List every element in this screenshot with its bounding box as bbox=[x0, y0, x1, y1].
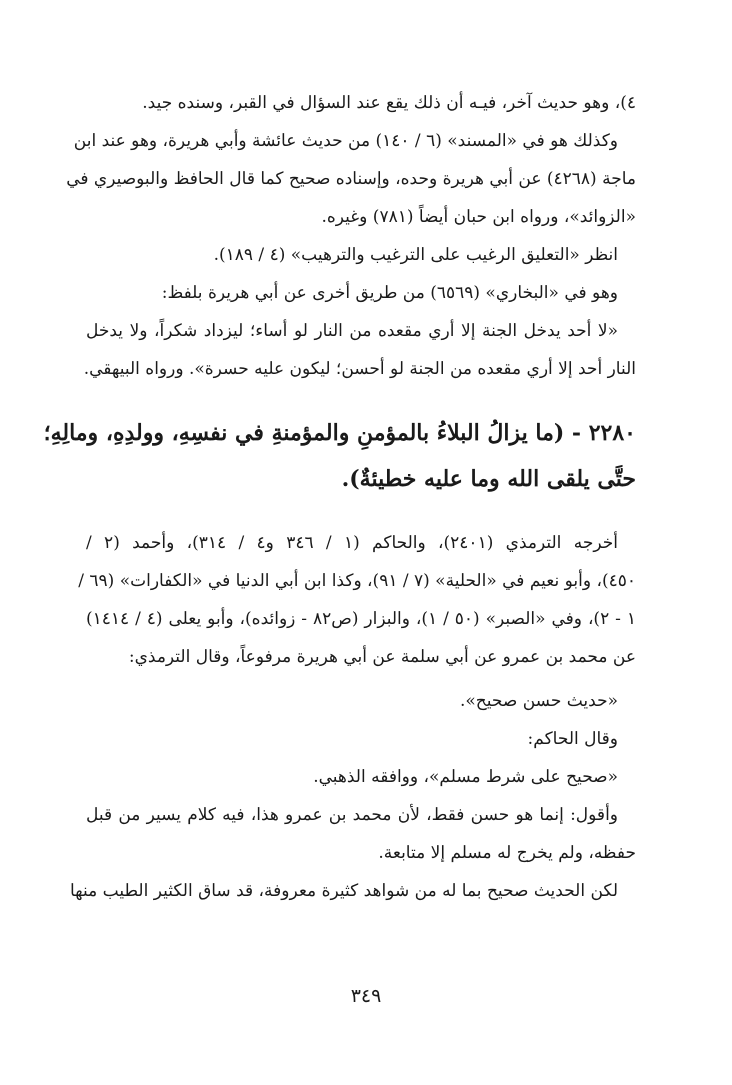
text-line: ٤٥٠)، وأبو نعيم في «الحلية» (٧ / ٩١)، وكذا ابن أبي الدنيا في «الكفارات» (٦٩ / bbox=[78, 571, 636, 591]
text-line: «لا أحد يدخل الجنة إلا أري مقعده من النار لو أساء؛ ليزداد شكراً، ولا يدخل bbox=[86, 321, 618, 341]
text-line: ١ - ٢)، وفي «الصبر» (٥٠ / ١)، والبزار (ص٨٢ - زوائده)، وأبو يعلى (٤ / ١٤١٤) bbox=[86, 609, 636, 629]
text-line: انظر «التعليق الرغيب على الترغيب والترهيب» (٤ / ١٨٩). bbox=[213, 245, 618, 265]
hadith-text: حتَّى يلقى الله وما عليه خطيئةٌ). bbox=[341, 466, 636, 492]
text-line: حفظه، ولم يخرج له مسلم إلا متابعة. bbox=[378, 843, 636, 863]
text-line: أخرجه الترمذي (٢٤٠١)، والحاكم (١ / ٣٤٦ و٤ / ٣١٤)، وأحمد (٢ / bbox=[86, 533, 618, 553]
text-line: وكذلك هو في «المسند» (٦ / ١٤٠) من حديث عائشة وأبي هريرة، وهو عند ابن bbox=[73, 131, 618, 151]
page-number: ٣٤٩ bbox=[350, 985, 382, 1007]
text-line: لكن الحديث صحيح بما له من شواهد كثيرة معروفة، قد ساق الكثير الطيب منها bbox=[70, 881, 618, 901]
text-line: النار أحد إلا أري مقعده من الجنة لو أحسن؛ ليكون عليه حسرة». ورواه البيهقي. bbox=[83, 359, 636, 379]
hadith-text: ٢٢٨٠ - (ما يزالُ البلاءُ بالمؤمنِ والمؤمنةِ في نفسِهِ، وولدِهِ، ومالِهِ؛ bbox=[43, 420, 636, 446]
quote-line: «صحيح على شرط مسلم»، ووافقه الذهبي. bbox=[313, 767, 618, 787]
text-line: وهو في «البخاري» (٦٥٦٩) من طريق أخرى عن أبي هريرة بلفظ: bbox=[161, 283, 618, 303]
text-line: عن محمد بن عمرو عن أبي سلمة عن أبي هريرة مرفوعاً، وقال الترمذي: bbox=[128, 647, 636, 667]
text-line: وقال الحاكم: bbox=[527, 729, 618, 749]
text-line: ٤)، وهو حديث آخر، فيـه أن ذلك يقع عند السؤال في القبر، وسنده جيد. bbox=[142, 93, 636, 113]
text-line: وأقول: إنما هو حسن فقط، لأن محمد بن عمرو هذا، فيه كلام يسير من قبل bbox=[86, 805, 618, 825]
quote-line: «حديث حسن صحيح». bbox=[460, 691, 618, 711]
text-line: «الزوائد»، ورواه ابن حبان أيضاً (٧٨١) وغيره. bbox=[321, 207, 636, 227]
text-line: ماجة (٤٢٦٨) عن أبي هريرة وحده، وإسناده صحيح كما قال الحافظ والبوصيري في bbox=[66, 169, 636, 189]
